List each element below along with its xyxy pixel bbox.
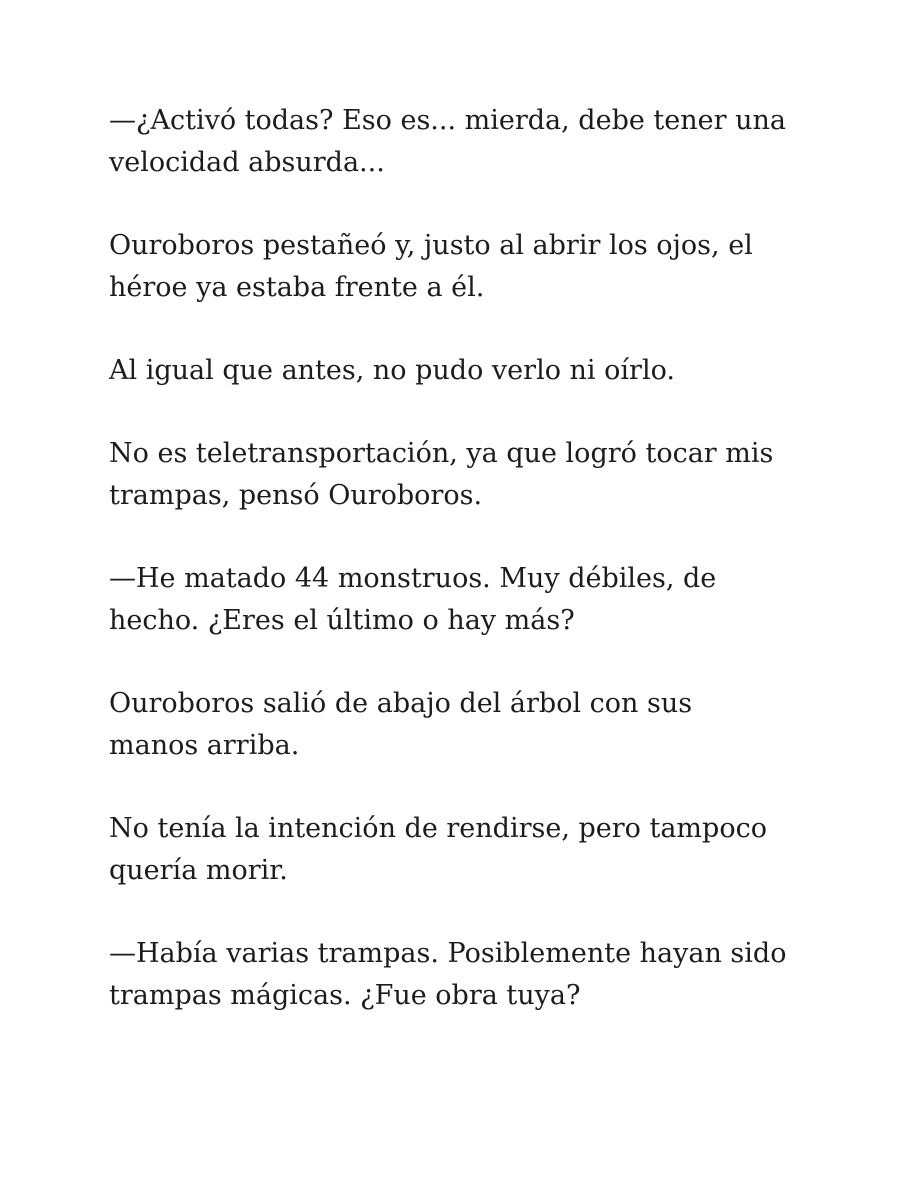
text-line: Ouroboros pestañeó y, justo al abrir los ojos, el (109, 230, 753, 261)
text-line: hecho. ¿Eres el último o hay más? (109, 605, 575, 636)
text-line: manos arriba. (109, 730, 300, 761)
story-text (109, 100, 829, 1058)
text-line: —He matado 44 monstruos. Muy débiles, de (109, 563, 717, 594)
paragraph (109, 558, 829, 642)
paragraph (109, 933, 829, 1017)
text-line: héroe ya estaba frente a él. (109, 272, 485, 303)
paragraph (109, 683, 829, 767)
text-line: Ouroboros salió de abajo del árbol con sus (109, 688, 693, 719)
text-line: —Había varias trampas. Posiblemente hayan sido (109, 938, 787, 969)
text-line: —¿Activó todas? Eso es... mierda, debe tener una (109, 105, 786, 136)
paragraph (109, 225, 829, 309)
paragraph (109, 350, 829, 392)
text-line: No tenía la intención de rendirse, pero tampoco (109, 813, 767, 844)
paragraph (109, 100, 829, 184)
text-line: velocidad absurda... (109, 147, 385, 178)
text-line: trampas, pensó Ouroboros. (109, 480, 483, 511)
text-line: No es teletransportación, ya que logró tocar mis (109, 438, 774, 469)
text-line: trampas mágicas. ¿Fue obra tuya? (109, 980, 581, 1011)
text-line: Al igual que antes, no pudo verlo ni oírlo. (109, 355, 675, 386)
text-line: quería morir. (109, 855, 288, 886)
paragraph (109, 433, 829, 517)
paragraph (109, 808, 829, 892)
